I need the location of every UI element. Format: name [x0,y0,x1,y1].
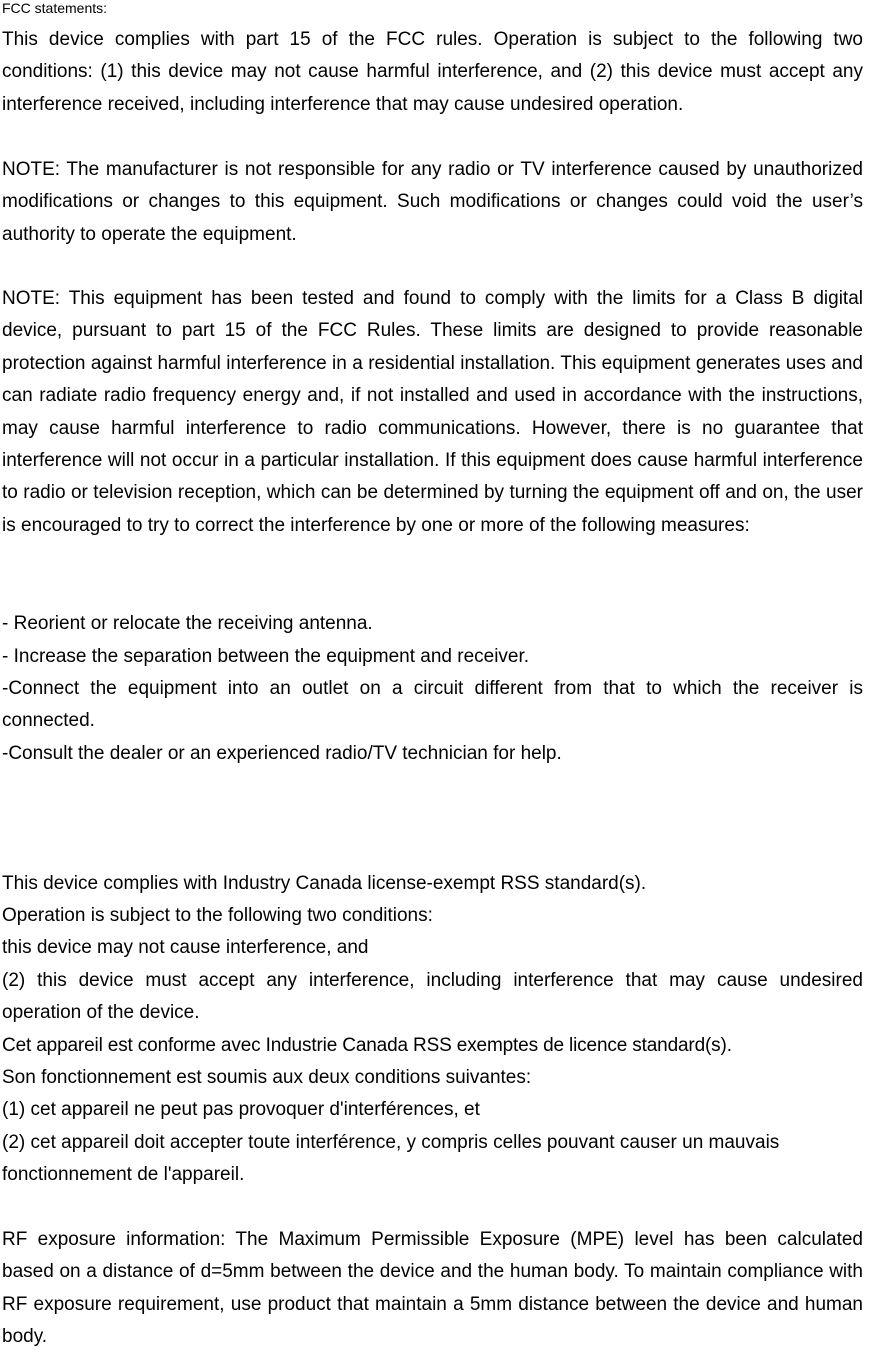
fcc-note-modifications-paragraph: NOTE: The manufacturer is not responsible for any radio or TV interference caused by unauthorized modifications or changes to this equipment. Such modifications or changes could void the user’s authority to operate the equipment. [2,159,863,245]
fcc-measure-item: -Connect the equipment into an outlet on a circuit different from that to which the receiver is connected. [2,678,863,732]
rf-exposure-paragraph: RF exposure information: The Maximum Permissible Exposure (MPE) level has been calculated based on a distance of d=5mm between the device and the human body. To maintain compliance with RF exposure requirement, use product that maintain a 5mm distance between the device and human body. [2,1229,863,1348]
ic-french-line: Cet appareil est conforme avec Industrie Canada RSS exemptes de licence standard(s). [2,1035,732,1056]
ic-english-line: (2) this device must accept any interference, including interference that may cause undesired operation of the device. [2,970,863,1024]
ic-french-line: (1) cet appareil ne peut pas provoquer d'interférences, et [2,1099,480,1120]
fcc-note-classb-paragraph: NOTE: This equipment has been tested and found to comply with the limits for a Class B digital device, pursuant to part 15 of the FCC Rules. These limits are designed to provide reasonable protection against harmful interference in a residential installation. This equipment generates uses and can radiate radio frequency energy and, if not installed and used in accordance with the instructions, may cause harmful interference to radio communications. However, there is no guarantee that interference will not occur in a particular installation. If this equipment does cause harmful interference to radio or television reception, which can be determined by turning the equipment off and on, the user is encouraged to try to correct the interference by one or more of the following measures: [2,288,863,536]
fcc-heading: FCC statements: [2,0,108,16]
ic-english-line: this device may not cause interference, and [2,937,369,958]
ic-french-line: (2) cet appareil doit accepter toute interférence, y compris celles pouvant causer un mauvais fonctionnement de l'appareil. [2,1132,780,1186]
fcc-measure-item: - Reorient or relocate the receiving antenna. [2,613,373,634]
ic-french-line: Son fonctionnement est soumis aux deux conditions suivantes: [2,1067,532,1088]
fcc-measure-item: - Increase the separation between the equipment and receiver. [2,646,530,667]
ic-english-line: Operation is subject to the following two conditions: [2,905,433,926]
ic-english-line: This device complies with Industry Canada license-exempt RSS standard(s). [2,873,647,894]
fcc-measure-item: -Consult the dealer or an experienced radio/TV technician for help. [2,743,562,764]
fcc-compliance-paragraph: This device complies with part 15 of the FCC rules. Operation is subject to the following two conditions: (1) this device may not cause harmful interference, and (2) this device must accept any interference received, including interference that may cause undesired operation. [2,29,863,115]
